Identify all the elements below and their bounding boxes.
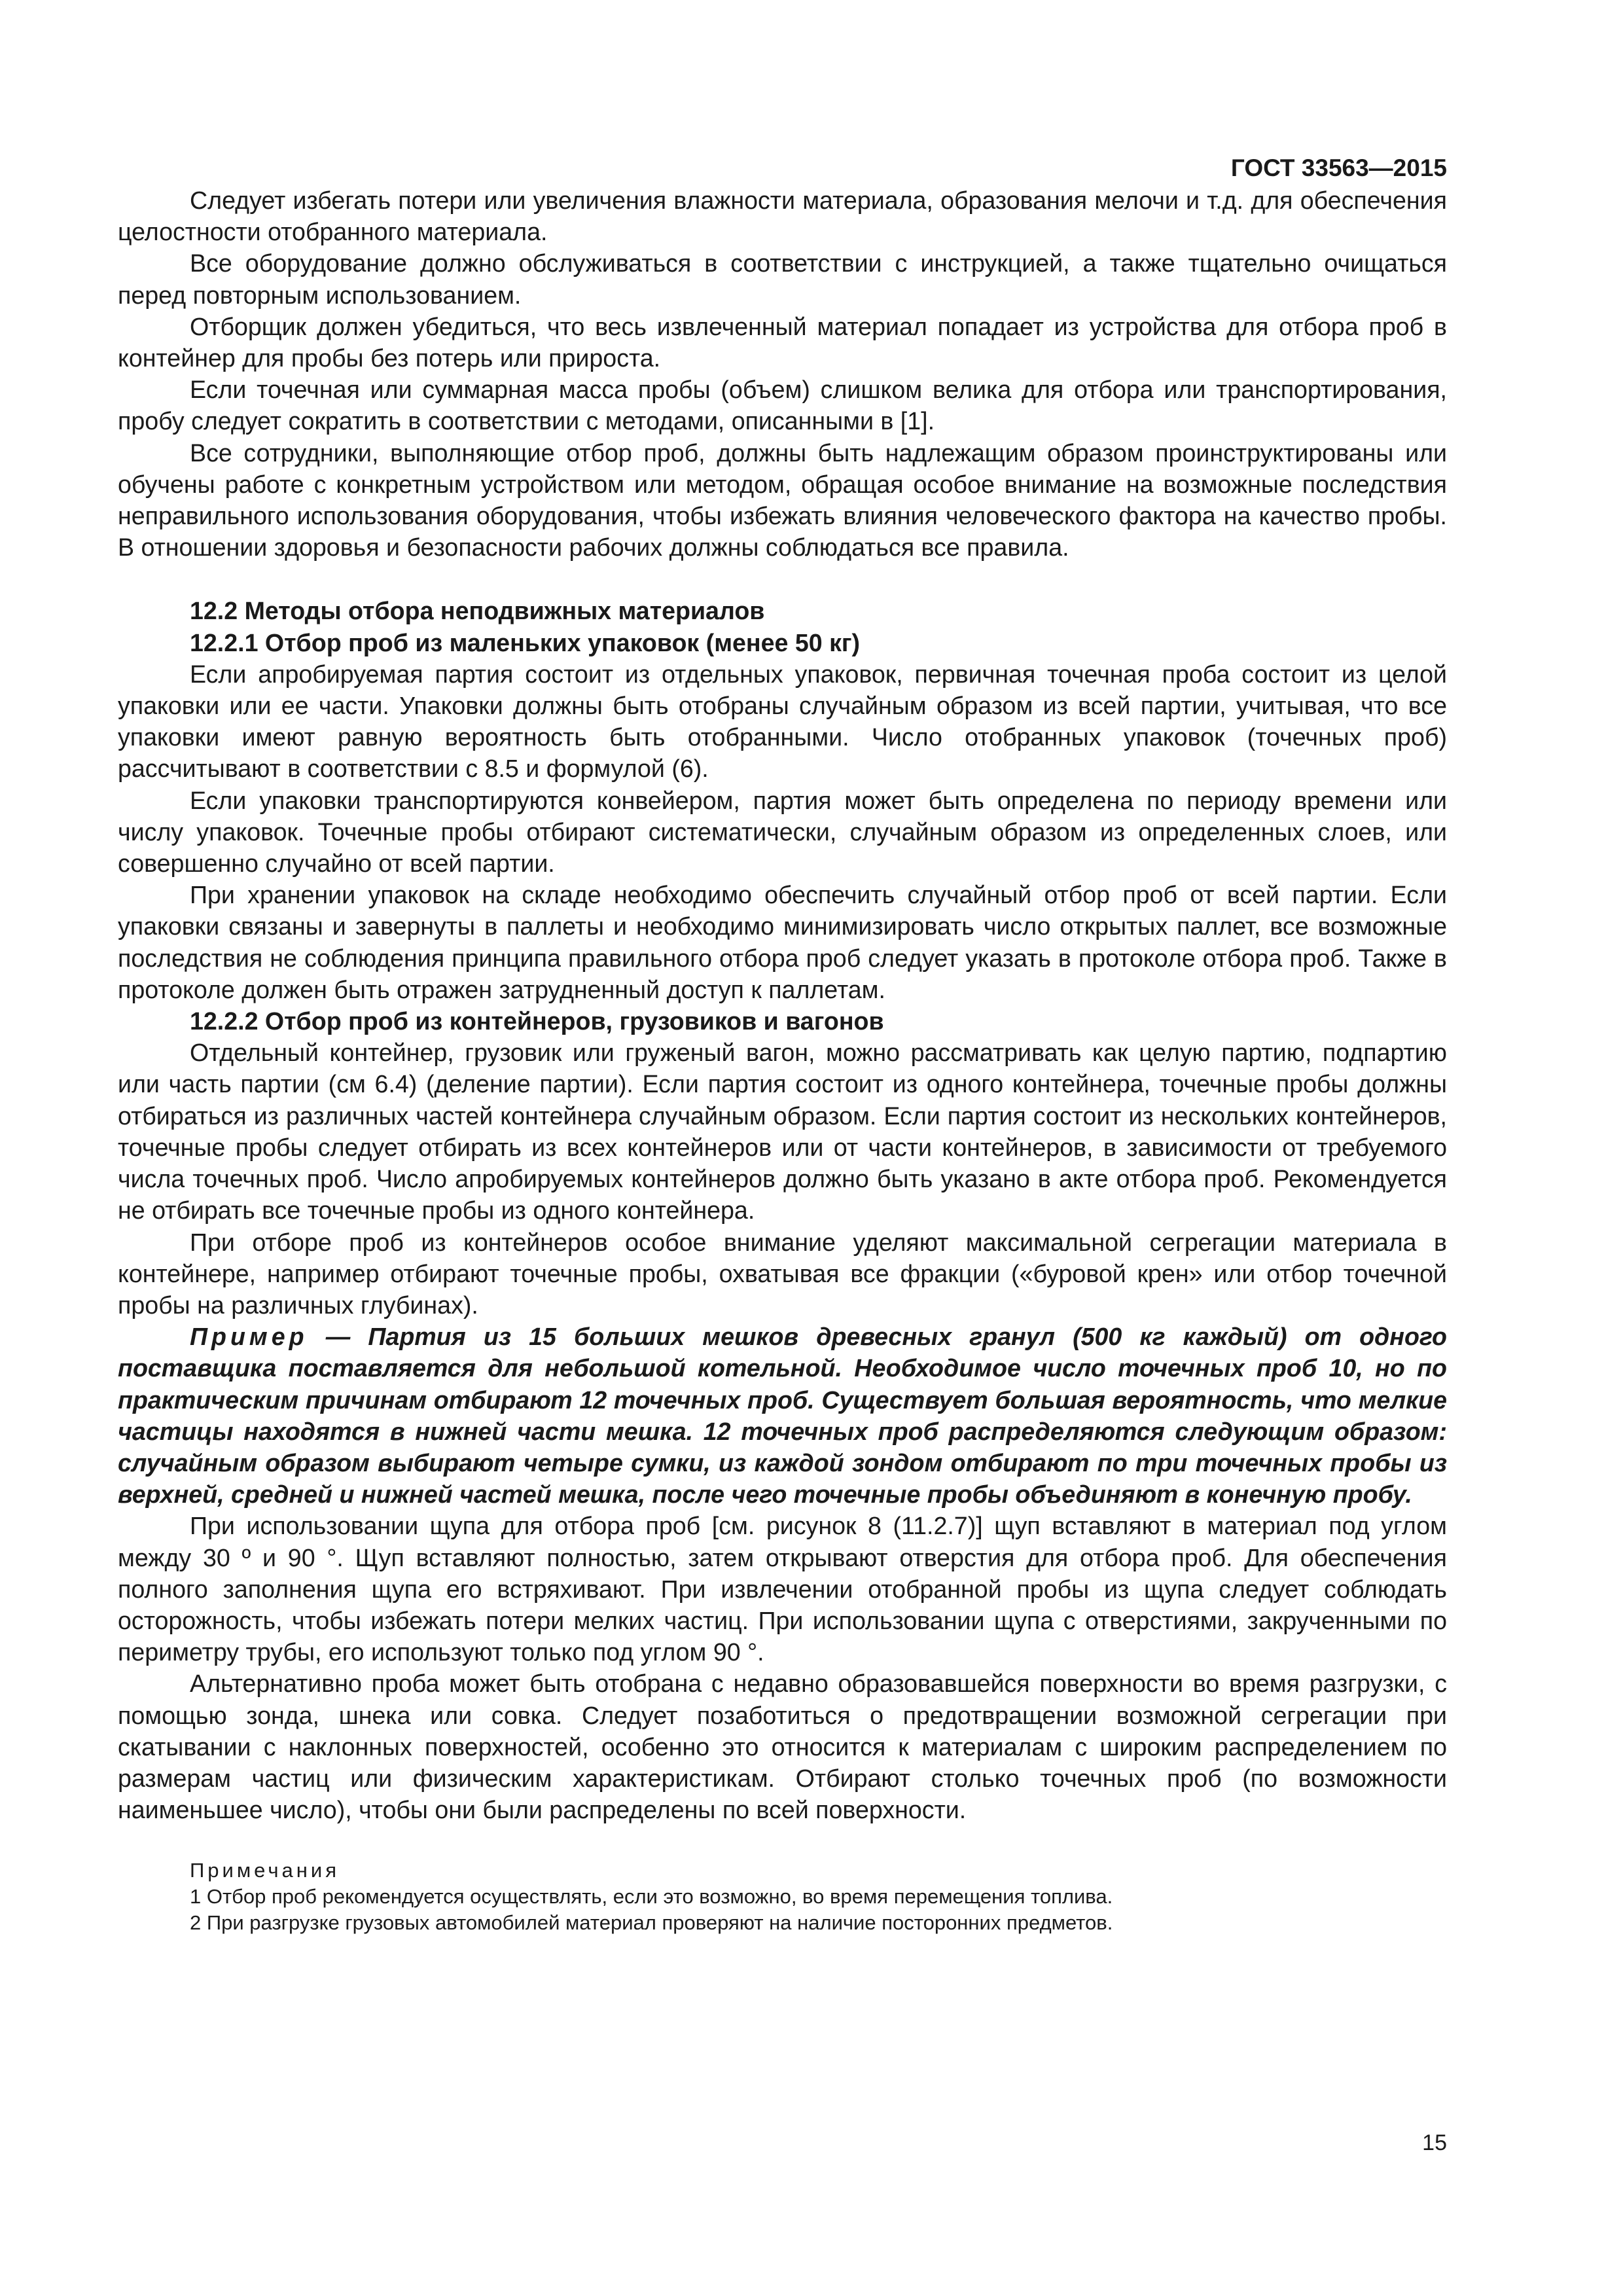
notes-title: Примечания [190, 1859, 340, 1882]
section-heading-12-2: 12.2 Методы отбора неподвижных материалов [190, 597, 765, 625]
paragraph: Следует избегать потери или увеличения влажности материала, образования мелочи и т.д. для обеспечения целостности отобранного материала. [118, 187, 1447, 246]
section-heading-12-2-1: 12.2.1 Отбор проб из маленьких упаковок (менее 50 кг) [190, 628, 861, 656]
example-text: — Партия из 15 больших мешков древесных гранул (500 кг каждый) от одного поставщика поставляется для небольшой котельной. Необходимое число точечных проб 10, но по практическим причинам отбирают 12 точечных проб. Существует большая вероятность, что мелкие частицы находятся в нижней части мешка. 12 точечных проб распределяются следующим образом: случайным образом выбирают четыре сумки, из каждой зондом отбирают по три точечных пробы из верхней, средней и нижней частей мешка, после чего точечные пробы объединяют в конечную пробу. [118, 1323, 1447, 1509]
paragraph: Отборщик должен убедиться, что весь извлеченный материал попадает из устройства для отбора проб в контейнер для пробы без потерь или прироста. [118, 312, 1447, 372]
page-number: 15 [1422, 2130, 1447, 2155]
paragraph: Альтернативно проба может быть отобрана с недавно образовавшейся поверхности во время разгрузки, с помощью зонда, шнека или совка. Следует позаботиться о предотвращении возможной сегрегации при скатывании с наклонных поверхностей, особенно это относится к материалам с широким распределением по размерам частиц или физическим характеристикам. Отбирают столько точечных проб (по возможности наименьшее число), чтобы они были распределены по всей поверхности. [118, 1670, 1447, 1824]
paragraph: Все сотрудники, выполняющие отбор проб, должны быть надлежащим образом проинструктированы или обучены работе с конкретным устройством или методом, обращая особое внимание на возможные последствия неправильного использования оборудования, чтобы избежать влияния человеческого фактора на качество пробы. В отношении здоровья и безопасности рабочих должны соблюдаться все правила. [118, 439, 1447, 562]
paragraph: Если точечная или суммарная масса пробы (объем) слишком велика для отбора или транспортирования, пробу следует сократить в соответствии с методами, описанными в [1]. [118, 376, 1447, 435]
example-label: Пример [190, 1323, 308, 1351]
document-body [118, 185, 1447, 1936]
note-item: 1 Отбор проб рекомендуется осуществлять, если это возможно, во время перемещения топлива. [190, 1885, 1113, 1909]
paragraph: Отдельный контейнер, грузовик или груженый вагон, можно рассматривать как целую партию, подпартию или часть партии (см 6.4) (деление партии). Если партия состоит из одного контейнера, точечные пробы должны отбираться из различных частей контейнера случайным образом. Если партия состоит из нескольких контейнеров, точечные пробы следует отбирать из всех контейнеров или от части контейнеров, в зависимости от требуемого числа точечных проб. Число апробируемых контейнеров должно быть указано в акте отбора проб. Рекомендуется не отбирать все точечные пробы из одного контейнера. [118, 1039, 1447, 1225]
paragraph: При отборе проб из контейнеров особое внимание уделяют максимальной сегрегации материала в контейнере, например отбирают точечные пробы, охватывая все фракции («буровой крен» или отбор точечной пробы на различных глубинах). [118, 1228, 1447, 1319]
paragraph: При хранении упаковок на складе необходимо обеспечить случайный отбор проб от всей партии. Если упаковки связаны и завернуты в паллеты и необходимо минимизировать число открытых паллет, все возможные последствия не соблюдения принципа правильного отбора проб следует указать в протоколе отбора проб. Также в протоколе должен быть отражен затрудненный доступ к паллетам. [118, 881, 1447, 1003]
section-heading-12-2-2: 12.2.2 Отбор проб из контейнеров, грузовиков и вагонов [190, 1007, 884, 1035]
paragraph: Если упаковки транспортируются конвейером, партия может быть определена по периоду времени или числу упаковок. Точечные пробы отбирают систематически, случайным образом из определенных слоев, или совершенно случайно от всей партии. [118, 786, 1447, 878]
example-paragraph [118, 1321, 1447, 1510]
paragraph: Если апробируемая партия состоит из отдельных упаковок, первичная точечная проба состоит из целой упаковки или ее части. Упаковки должны быть отобраны случайным образом из всей партии, учитывая, что все упаковки имеют равную вероятность быть отобранными. Число отобранных упаковок (точечных проб) рассчитывают в соответствии с 8.5 и формулой (6). [118, 660, 1447, 783]
notes-block [118, 1857, 1447, 1936]
document-code: ГОСТ 33563—2015 [1230, 154, 1447, 181]
paragraph: Все оборудование должно обслуживаться в соответствии с инструкцией, а также тщательно очищаться перед повторным использованием. [118, 249, 1447, 309]
note-item: 2 При разгрузке грузовых автомобилей материал проверяют на наличие посторонних предметов. [190, 1911, 1113, 1935]
paragraph: При использовании щупа для отбора проб [см. рисунок 8 (11.2.7)] щуп вставляют в материал под углом между 30 º и 90 °. Щуп вставляют полностью, затем открывают отверстия для отбора проб. Для обеспечения полного заполнения щупа его встряхивают. При извлечении отобранной пробы из щупа следует соблюдать осторожность, чтобы избежать потери мелких частиц. При использовании щупа с отверстиями, закрученными по периметру трубы, его используют только под углом 90 °. [118, 1512, 1447, 1666]
